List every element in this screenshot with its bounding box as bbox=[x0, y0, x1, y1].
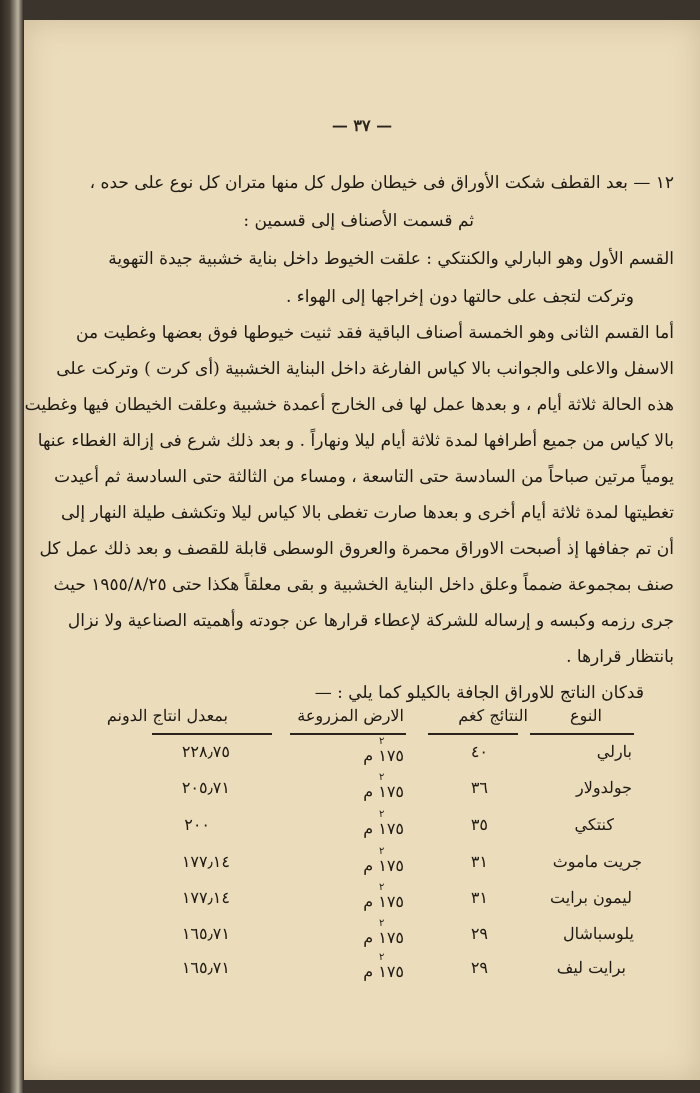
text-line: أن تم جفافها إذ أصبحت الاوراق محمرة والعروق الوسطى قابلة للقصف و بعد ذلك عمل كل bbox=[39, 539, 674, 559]
binding-edge bbox=[0, 0, 24, 1093]
cell-area: ١٧٥ م bbox=[363, 819, 404, 838]
text-line: أما القسم الثانى وهو الخمسة أصناف الباقية فقد ثنيت خيوطها فوق بعضها وغطيت من bbox=[76, 323, 674, 343]
header-rule bbox=[530, 733, 634, 735]
cell-area: ١٧٥ م bbox=[363, 856, 404, 875]
superscript: ٢ bbox=[379, 846, 385, 857]
table-header-type: النوع bbox=[570, 706, 602, 725]
table-header-area: الارض المزروعة bbox=[297, 706, 404, 725]
superscript: ٢ bbox=[379, 772, 385, 783]
page-number: — ٣٧ — bbox=[331, 116, 393, 135]
header-rule bbox=[428, 733, 518, 735]
cell-rate: ١٦٥٫٧١ bbox=[181, 924, 230, 943]
text-line: بالا كياس من جميع أطرافها لمدة ثلاثة أيام ليلا ونهاراً . و بعد ذلك شرع فى إزالة الغطاء عنها bbox=[37, 431, 674, 451]
text-line: ١٢ — بعد القطف شكت الأوراق فى خيطان طول كل منها متران كل نوع على حده ، bbox=[89, 173, 674, 193]
cell-type: برايت ليف bbox=[556, 958, 626, 977]
cell-yield: ٣٥ bbox=[470, 815, 488, 834]
text-line: جرى رزمه وكبسه و إرساله للشركة لإعطاء قرارها عن جودته وأهميته الصناعية ولا نزال bbox=[67, 611, 674, 631]
cell-type: يلوسباشال bbox=[562, 924, 634, 943]
book-page bbox=[24, 20, 700, 1080]
cell-type: جولدولار bbox=[575, 778, 632, 797]
table-header-yield: النتائج كغم bbox=[458, 706, 528, 725]
cell-area: ١٧٥ م bbox=[363, 892, 404, 911]
header-rule bbox=[152, 733, 272, 735]
cell-area: ١٧٥ م bbox=[363, 928, 404, 947]
cell-type: جريت ماموث bbox=[552, 852, 642, 871]
body-text bbox=[24, 20, 700, 1080]
cell-area: ١٧٥ م bbox=[363, 962, 404, 981]
text-line: ثم قسمت الأصناف إلى قسمين : bbox=[243, 211, 474, 231]
cell-type: ليمون برايت bbox=[550, 888, 632, 907]
cell-type: بارلي bbox=[596, 742, 632, 761]
cell-area: ١٧٥ م bbox=[363, 782, 404, 801]
superscript: ٢ bbox=[379, 918, 385, 929]
superscript: ٢ bbox=[379, 809, 385, 820]
cell-yield: ٣١ bbox=[470, 888, 488, 907]
text-line: يومياً مرتين صباحاً من السادسة حتى التاسعة ، ومساء من الثالثة حتى السادسة ثم أعيدت bbox=[54, 467, 674, 487]
cell-yield: ٢٩ bbox=[470, 958, 488, 977]
cell-yield: ٢٩ bbox=[470, 924, 488, 943]
cell-type: كنتكي bbox=[574, 815, 614, 834]
cell-rate: ٢٢٨٫٧٥ bbox=[181, 742, 230, 761]
cell-rate: ٢٠٠ bbox=[184, 815, 210, 834]
header-rule bbox=[290, 733, 406, 735]
text-line: وتركت لتجف على حالتها دون إخراجها إلى الهواء . bbox=[285, 287, 634, 307]
text-line: بانتظار قرارها . bbox=[566, 647, 674, 667]
text-line: القسم الأول وهو البارلي والكنتكي : علقت الخيوط داخل بناية خشبية جيدة التهوية bbox=[108, 249, 674, 269]
superscript: ٢ bbox=[379, 952, 385, 963]
superscript: ٢ bbox=[379, 736, 385, 747]
cell-area: ١٧٥ م bbox=[363, 746, 404, 765]
text-line: هذه الحالة ثلاثة أيام ، و بعدها عمل لها فى الخارج أعمدة خشبية وعلقت الخيطان فيها وغطيت bbox=[24, 395, 674, 415]
cell-yield: ٣١ bbox=[470, 852, 488, 871]
cell-rate: ٢٠٥٫٧١ bbox=[181, 778, 230, 797]
text-line: صنف بمجموعة ضمماً وعلق داخل البناية الخشبية و بقى معلقاً هكذا حتى ١٩٥٥/٨/٢٥ حيث bbox=[53, 575, 674, 595]
superscript: ٢ bbox=[379, 882, 385, 893]
table-header-rate: بمعدل انتاج الدونم bbox=[106, 706, 228, 725]
cell-yield: ٤٠ bbox=[470, 742, 488, 761]
cell-yield: ٣٦ bbox=[470, 778, 488, 797]
cell-rate: ١٧٧٫١٤ bbox=[181, 852, 230, 871]
cell-rate: ١٧٧٫١٤ bbox=[181, 888, 230, 907]
cell-rate: ١٦٥٫٧١ bbox=[181, 958, 230, 977]
text-line: تغطيتها لمدة ثلاثة أيام أخرى و بعدها صارت تغطى بالا كياس ليلا وتكشف طيلة النهار إلى bbox=[61, 503, 674, 523]
text-line: الاسفل والاعلى والجوانب بالا كياس الفارغة داخل البناية الخشبية (أى كرت ) وتركت على bbox=[56, 359, 674, 379]
text-line: قدكان الناتج للاوراق الجافة بالكيلو كما يلي : — bbox=[314, 683, 644, 703]
